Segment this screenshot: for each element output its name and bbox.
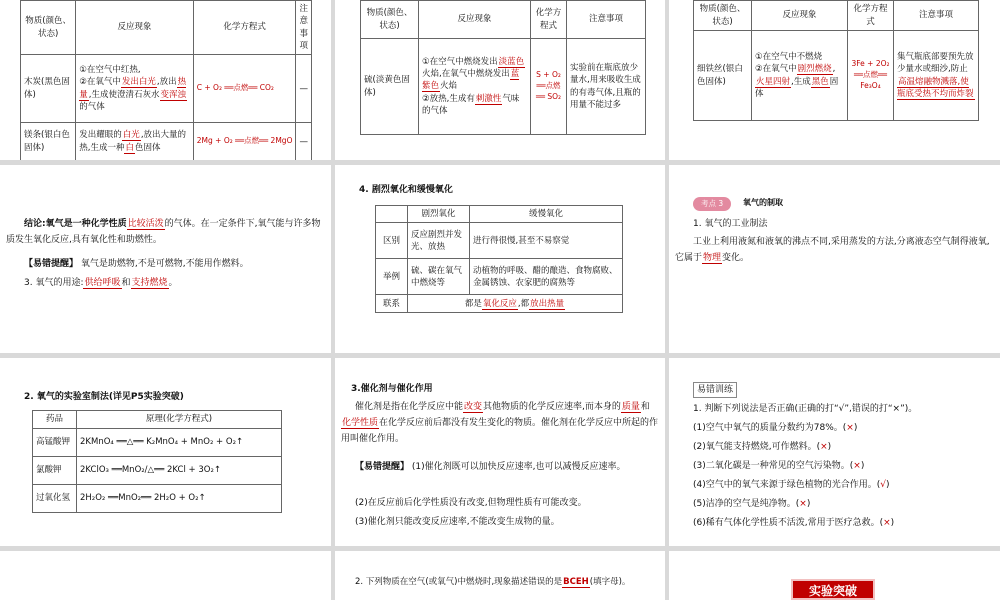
slide-5 (335, 165, 665, 353)
practice-item: (5)洁净的空气是纯净物。(×) (693, 499, 811, 509)
catalyst-tip-3: (3)催化剂只能改变反应速率,不能改变生成物的量。 (355, 517, 560, 527)
cell-connection: 联系 (376, 295, 408, 313)
header-equation: 化学方程式 (848, 1, 894, 31)
section-badge-title: 氧气的制取 (743, 198, 783, 207)
oxygen-uses: 3. 氧气的用途:供给呼吸和支持燃烧。 (24, 278, 178, 288)
slide-10 (0, 551, 331, 600)
oxidation-table (375, 205, 623, 313)
cell-connection-value: 都是氧化反应,都放出热量 (408, 295, 623, 313)
cell-charcoal: 木炭(黑色固体) (21, 55, 76, 123)
lab-prep-title: 2. 氧气的实验室制法(详见P5实验突破) (24, 392, 184, 402)
cell-magnesium-equation: 2Mg + O₂ ══点燃══ 2MgO (193, 123, 296, 160)
header-phenomenon: 反应现象 (752, 1, 848, 31)
cell-iron: 细铁丝(银白色固体) (694, 31, 752, 121)
cell-sulfur-phenomenon: ①在空气中燃烧发出淡蓝色火焰,在氧气中燃烧发出蓝紫色火焰 ②放热,生成有刺激性气味的气体 (419, 39, 531, 135)
cell-sulfur: 硫(淡黄色固体) (361, 39, 419, 135)
practice-item: (3)二氧化碳是一种常见的空气污染物。(×) (693, 461, 865, 471)
slide-6 (669, 165, 1000, 353)
tip-1: 【易错提醒】 氧气是助燃物,不是可燃物,不能用作燃料。 (24, 259, 249, 269)
cell-iron-equation: 3Fe + 2O₂ ══点燃══ Fe₃O₄ (848, 31, 894, 121)
header-substance: 物质(颜色、状态) (361, 1, 419, 39)
header-notes: 注意事项 (567, 1, 646, 39)
slide-3 (669, 0, 1000, 160)
cell-magnesium: 镁条(银白色固体) (21, 123, 76, 160)
cell-h2o2-eq: 2H₂O₂ ══MnO₂══ 2H₂O + O₂↑ (77, 485, 282, 513)
header-principle: 原理(化学方程式) (77, 411, 282, 429)
cell-kclo3-eq: 2KClO₃ ══MnO₂/△══ 2KCl + 3O₂↑ (77, 457, 282, 485)
experiment-banner: 实验突破 (791, 579, 875, 600)
practice-question: 1. 判断下列说法是否正确(正确的打“√”,错误的打“×”)。 (693, 404, 918, 414)
header-phenomenon: 反应现象 (419, 1, 531, 39)
header-notes: 注意事项 (296, 1, 312, 55)
catalyst-tip-2: (2)在反应前后化学性质没有改变,但物理性质有可能改变。 (355, 498, 587, 508)
cell-magnesium-notes: — (296, 123, 312, 160)
combustion-table-3 (693, 0, 979, 121)
header-slow: 缓慢氧化 (470, 206, 623, 223)
practice-item: (4)空气中的氧气来源于绿色植物的光合作用。(√) (693, 480, 890, 490)
header-blank (376, 206, 408, 223)
catalyst-definition: 催化剂是指在化学反应中能改变其他物质的化学反应速率,而本身的质量和化学性质在化学反应前后都没有发生变化的物质。催化剂在化学反应中所起的作用叫催化作用。 (341, 402, 659, 444)
header-phenomenon: 反应现象 (76, 1, 193, 55)
cell-charcoal-notes: — (296, 55, 312, 123)
slide-8 (335, 358, 665, 546)
combustion-table-1 (20, 0, 312, 160)
slide-7 (0, 358, 331, 546)
industrial-body: 工业上利用液氮和液氧的沸点不同,采用蒸发的方法,分离液态空气制得液氧,它属于物理变化。 (675, 237, 990, 263)
slide-12 (669, 551, 1000, 600)
cell-slow-diff: 进行得很慢,甚至不易察觉 (470, 223, 623, 259)
cell-kmno4: 高锰酸钾 (33, 429, 77, 457)
section-title: 4. 剧烈氧化和缓慢氧化 (359, 185, 453, 195)
slide-1 (0, 0, 331, 160)
conclusion: 结论:氧气是一种化学性质比较活泼的气体。在一定条件下,氧气能与许多物质发生氧化反应,具有氧化性和助燃性。 (6, 219, 321, 245)
practice-item: (6)稀有气体化学性质不活泼,常用于医疗急救。(×) (693, 518, 895, 528)
header-notes: 注意事项 (894, 1, 979, 31)
catalyst-tip: 【易错提醒】 (1)催化剂既可以加快反应速率,也可以减慢反应速率。 (355, 462, 626, 472)
header-vigorous: 剧烈氧化 (408, 206, 470, 223)
cell-sulfur-notes: 实验前在瓶底放少量水,用来吸收生成的有毒气体,且瓶的用量不能过多 (567, 39, 646, 135)
practice-item: (1)空气中氧气的质量分数约为78%。(×) (693, 423, 858, 433)
header-substance: 物质(颜色、状态) (21, 1, 76, 55)
cell-iron-notes: 集气瓶底部要预先放少量水或细沙,防止高温熔融物溅落,使瓶底受热不均而炸裂 (894, 31, 979, 121)
cell-iron-phenomenon: ①在空气中不燃烧 ②在氧气中剧烈燃烧,火星四射,生成黑色固体 (752, 31, 848, 121)
catalyst-title: 3.催化剂与催化作用 (351, 384, 433, 394)
cell-magnesium-phenomenon: 发出耀眼的白光,放出大量的热,生成一种白色固体 (76, 123, 193, 160)
cell-charcoal-phenomenon: ①在空气中红热, ②在氧气中发出白光,放出热量,生成使澄清石灰水变浑浊的气体 (76, 55, 193, 123)
slide-4 (0, 165, 331, 353)
header-equation: 化学方程式 (531, 1, 567, 39)
cell-charcoal-equation: C + O₂ ══点燃══ CO₂ (193, 55, 296, 123)
cell-vigorous-diff: 反应剧烈并发光、放热 (408, 223, 470, 259)
slide-11 (335, 551, 665, 600)
cell-slow-example: 动植物的呼吸、醋的酿造、食物腐败、金属锈蚀、农家肥的腐熟等 (470, 259, 623, 295)
cell-difference: 区别 (376, 223, 408, 259)
header-reagent: 药品 (33, 411, 77, 429)
slide-9 (669, 358, 1000, 546)
cell-sulfur-equation: S + O₂ ══点燃══ SO₂ (531, 39, 567, 135)
header-substance: 物质(颜色、状态) (694, 1, 752, 31)
lab-prep-table (32, 410, 282, 513)
cell-example: 举例 (376, 259, 408, 295)
industrial-heading: 1. 氧气的工业制法 (693, 219, 768, 229)
cell-h2o2: 过氧化氢 (33, 485, 77, 513)
cell-kmno4-eq: 2KMnO₄ ══△══ K₂MnO₄ + MnO₂ + O₂↑ (77, 429, 282, 457)
practice-item: (2)氧气能支持燃烧,可作燃料。(×) (693, 442, 832, 452)
practice-title: 易错训练 (693, 382, 737, 398)
cell-vigorous-example: 硫、碳在氧气中燃烧等 (408, 259, 470, 295)
section-badge: 考点 3 (693, 197, 731, 211)
header-equation: 化学方程式 (193, 1, 296, 55)
slide-2 (335, 0, 665, 160)
cell-kclo3: 氯酸钾 (33, 457, 77, 485)
question-2: 2. 下列物质在空气(或氧气)中燃烧时,现象描述错误的是BCEH(填字母)。 (355, 577, 631, 587)
combustion-table-2 (360, 0, 646, 135)
